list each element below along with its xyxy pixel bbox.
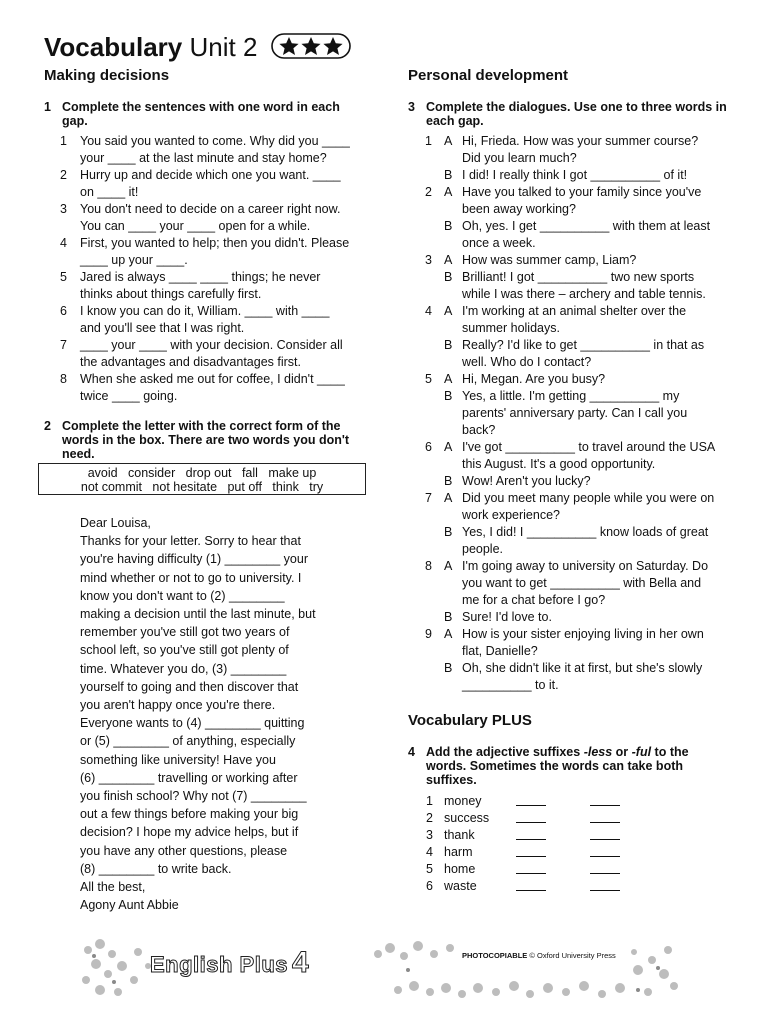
letter-line: you're having difficulty (1) ________ your [80,552,308,567]
title-unit: Unit 2 [189,32,258,62]
dialogue-item: 4 A I'm working at an animal shelter over the summer holidays. B Really? I'd like to get __________ in that as well. Who do I contact? [425,304,705,369]
instruction-text: Add the adjective suffixes -less or -ful to the words. Sometimes the words can take both suffixes. [426,745,689,787]
answer-blank-ful[interactable] [590,822,620,823]
letter-text [80,514,360,914]
sentence-item: 1 You said you wanted to come. Why did you ____ your ____ at the last minute and stay home? [60,134,350,165]
answer-blank-less[interactable] [516,873,546,874]
answer-blank-less[interactable] [516,839,546,840]
section-vocabulary-plus: Vocabulary PLUS [408,712,532,729]
dialogue-item: 7 A Did you meet many people while you were on work experience? B Yes, I did! I __________ know loads of great people. [425,491,715,556]
sentence-item: 2 Hurry up and decide which one you want. ____ on ____ it! [60,168,341,199]
exercise-4-instruction [408,745,728,787]
exercise-2-instruction [44,419,366,461]
answer-blank-ful[interactable] [590,873,620,874]
letter-line: (8) ________ to write back. [80,861,232,876]
instruction-text: Complete the dialogues. Use one to three words in each gap. [426,100,727,128]
letter-line: remember you've still got two years of [80,625,290,640]
sentence-item: 5 Jared is always ____ ____ things; he never thinks about things carefully first. [60,270,321,301]
exercise-3-dialogues [408,133,728,694]
letter-line: Dear Louisa, [80,516,151,530]
letter-line: Thanks for your letter. Sorry to hear that [80,534,301,549]
section-making-decisions: Making decisions [44,67,170,84]
letter-line: mind whether or not to go to university. I [80,570,302,585]
dialogue-item: 2 A Have you talked to your family since you've been away working? B Oh, yes. I get __________ with them at least once a week. [425,185,711,250]
letter-line: decision? I hope my advice helps, but if [80,825,299,840]
letter-line: Everyone wants to (4) ________ quitting [80,716,305,731]
dialogue-item: 3 A How was summer camp, Liam? B Brilliant! I got __________ two new sports while I was there – archery and table tennis. [425,253,706,301]
letter-line: making a decision until the last minute, but [80,607,316,622]
dialogue-item: 1 A Hi, Frieda. How was your summer course? Did you learn much? B I did! I really think I got __________ of it! [425,134,699,182]
word-box [38,463,366,495]
exercise-number: 2 [44,419,51,433]
letter-line: Agony Aunt Abbie [80,898,179,913]
letter-line: out a few things before making your big [80,807,299,822]
suffix-word-row: 2 success [408,810,728,827]
answer-blank-ful[interactable] [590,805,620,806]
answer-blank-less[interactable] [516,890,546,891]
letter-line: yourself to going and then discover that [80,679,299,694]
copyright-notice: PHOTOCOPIABLE © Oxford University Press [462,951,616,960]
suffix-word-row: 4 harm [408,844,728,861]
english-plus-logo: English Plus 4 [150,946,310,979]
page-title [44,30,351,64]
dialogue-item: 6 A I've got __________ to travel around the USA this August. It's a good opportunity. B Wow! Aren't you lucky? [425,440,716,488]
letter-line: something like university! Have you [80,752,276,767]
letter-line: or (5) ________ of anything, especially [80,734,296,749]
answer-blank-ful[interactable] [590,856,620,857]
dialogue-item: 8 A I'm going away to university on Saturday. Do you want to get __________ with Bella and me for a chat before I go? B Sure! I'd love to. [425,559,709,624]
suffix-word-row: 1 money [408,793,728,810]
sentence-item: 7 ____ your ____ with your decision. Consider all the advantages and disadvantages first. [60,338,343,369]
suffix-word-row: 6 waste [408,878,728,895]
exercise-1-instruction [44,100,364,128]
exercise-1-list [44,133,364,405]
letter-line: you finish school? Why not (7) ________ [80,789,307,804]
answer-blank-less[interactable] [516,822,546,823]
sentence-item: 8 When she asked me out for coffee, I didn't ____ twice ____ going. [60,372,345,403]
section-personal-development: Personal development [408,67,569,84]
answer-blank-ful[interactable] [590,839,620,840]
letter-line: you aren't happy once you're there. [80,698,276,713]
answer-blank-less[interactable] [516,805,546,806]
title-bold: Vocabulary [44,32,183,62]
sentence-item: 4 First, you wanted to help; then you didn't. Please ____ up your ____. [60,236,350,267]
dialogue-item: 9 A How is your sister enjoying living in her own flat, Danielle? B Oh, she didn't like it at first, but she's slowly __________ to it. [425,627,704,692]
answer-blank-ful[interactable] [590,890,620,891]
word-box-line: avoid consider drop out fall make up [87,466,317,480]
exercise-number: 1 [44,100,51,114]
suffix-word-row: 3 thank [408,827,728,844]
letter-line: know you don't want to (2) ________ [80,588,285,603]
letter-line: time. Whatever you do, (3) ________ [80,661,287,676]
three-stars-icon [271,33,351,59]
dialogue-item: 5 A Hi, Megan. Are you busy? B Yes, a little. I'm getting __________ my parents' anniversary party. Can I call you back? [425,372,688,437]
answer-blank-less[interactable] [516,856,546,857]
word-box-line: not commit not hesitate put off think try [80,480,324,494]
letter-line: school left, so you've still got plenty of [80,643,289,658]
instruction-text: Complete the sentences with one word in each gap. [62,100,340,128]
suffix-word-row: 5 home [408,861,728,878]
letter-line: you have any other questions, please [80,843,288,858]
exercise-4-list [408,793,728,895]
exercise-number: 3 [408,100,415,114]
exercise-3-instruction [408,100,728,128]
instruction-text: Complete the letter with the correct form of the words in the box. There are two words you don't need. [62,419,350,461]
letter-line: All the best, [80,880,146,895]
sentence-item: 6 I know you can do it, William. ____ with ____ and you'll see that I was right. [60,304,330,335]
exercise-number: 4 [408,745,415,759]
letter-line: (6) ________ travelling or working after [80,770,298,785]
sentence-item: 3 You don't need to decide on a career right now. You can ____ your ____ open for a while. [60,202,341,233]
